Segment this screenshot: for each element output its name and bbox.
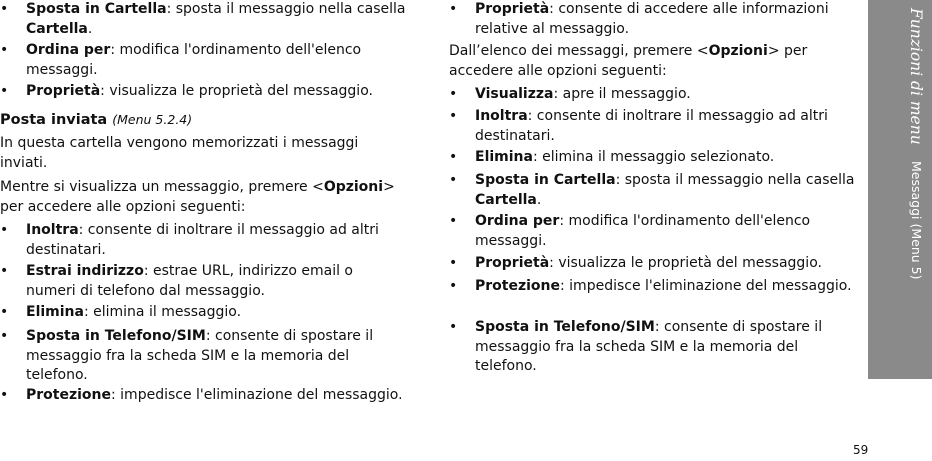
item-term: Inoltra [475,108,528,124]
list-item [449,318,855,377]
bullet-glyph: • [0,42,9,58]
item-desc: : apre il messaggio. [553,86,691,102]
item-term: Ordina per [26,42,111,58]
item-desc: : consente di inoltrare il messaggio ad altri destinatari. [475,108,828,144]
item-term-2: Cartella [26,20,88,37]
options-paragraph [449,42,849,81]
bullet-glyph: • [0,1,9,17]
bullet-glyph: • [449,108,458,124]
page-number: 59 [853,443,869,457]
item-desc: : impedisce l'eliminazione del messaggio. [560,278,852,294]
item-desc: : elimina il messaggio selezionato. [532,149,775,165]
item-term: Proprietà [475,1,550,17]
list-item [449,171,855,210]
list-item [449,0,855,39]
list-item [449,148,855,168]
item-term: Proprietà [26,83,101,99]
bullet-glyph: • [449,86,458,102]
bullet-glyph: • [0,83,9,99]
list-item [0,221,406,260]
list-item [0,262,406,301]
list-item [449,85,855,105]
list-item [0,327,406,386]
item-term: Elimina [475,149,533,165]
item-desc: : visualizza le proprietà del messaggio. [549,255,822,271]
list-item [449,107,855,146]
list-item [449,277,855,297]
item-desc: : consente di accedere alle informazioni relative al messaggio. [475,1,829,37]
intro-paragraph: In questa cartella vengono memorizzati i messaggi inviati. [0,135,359,171]
bullet-glyph: • [0,387,9,403]
item-term-2: Cartella [475,191,537,208]
para-text: Dall’elenco dei messaggi, premere < [449,43,709,59]
list-item [0,41,406,80]
item-desc: : consente di spostare il messaggio fra la scheda SIM e la memoria del telefono. [26,328,374,383]
options-paragraph [0,178,400,217]
list-item [0,386,406,406]
item-term: Estrai indirizzo [26,263,144,279]
item-term: Protezione [475,278,560,294]
bullet-glyph: • [449,213,458,229]
item-desc: : modifica l'ordinamento dell'elenco messaggi. [475,213,811,249]
para-text: > per accedere alle opzioni seguenti: [449,43,808,79]
item-desc: : consente di spostare il messaggio fra la scheda SIM e la memoria del telefono. [475,319,823,374]
item-desc: : elimina il messaggio. [83,304,242,320]
item-term: Proprietà [475,255,550,271]
item-desc: : consente di inoltrare il messaggio ad altri destinatari. [26,222,379,258]
item-term: Sposta in Telefono/SIM [26,328,206,344]
bullet-glyph: • [449,319,458,335]
item-term: Protezione [26,387,111,403]
bullet-glyph: • [449,1,458,17]
section-title: Messaggi (Menu 5) [909,160,924,280]
item-term: Visualizza [475,86,554,102]
heading-menu-ref: (Menu 5.2.4) [112,112,193,127]
list-item [0,0,406,39]
item-term: Elimina [26,304,84,320]
item-desc: : sposta il messaggio nella casella [615,172,855,188]
list-item [0,82,406,102]
item-desc: : estrae URL, indirizzo email o numeri di telefono dal messaggio. [26,263,353,299]
section-heading [0,110,192,131]
softkey-label: Opzioni [323,179,384,195]
item-desc-2: . [536,191,542,208]
bullet-glyph: • [449,149,458,165]
bullet-glyph: • [0,304,9,320]
bullet-glyph: • [449,255,458,271]
item-desc: : sposta il messaggio nella casella [166,1,406,17]
list-item [449,212,855,251]
para-text: Mentre si visualizza un messaggio, premere < [0,179,324,195]
para-text: > per accedere alle opzioni seguenti: [0,179,395,215]
chapter-side-tab [868,0,932,379]
item-term: Inoltra [26,222,79,238]
item-term: Sposta in Cartella [26,1,167,17]
item-term: Ordina per [475,213,560,229]
list-item [0,303,406,323]
item-term: Sposta in Cartella [475,172,616,188]
chapter-title: Funzioni di menu [907,8,925,145]
item-desc: : modifica l'ordinamento dell'elenco messaggi. [26,42,362,78]
item-desc-2: . [87,20,93,37]
softkey-label: Opzioni [708,43,768,59]
bullet-glyph: • [0,328,9,344]
bullet-glyph: • [0,263,9,279]
bullet-glyph: • [0,222,9,238]
item-desc: : impedisce l'eliminazione del messaggio. [111,387,403,403]
heading-title: Posta inviata [0,112,108,128]
item-term: Sposta in Telefono/SIM [475,319,655,335]
bullet-glyph: • [449,278,458,294]
bullet-glyph: • [449,172,458,188]
list-item [449,254,855,274]
item-desc: : visualizza le proprietà del messaggio. [100,83,373,99]
